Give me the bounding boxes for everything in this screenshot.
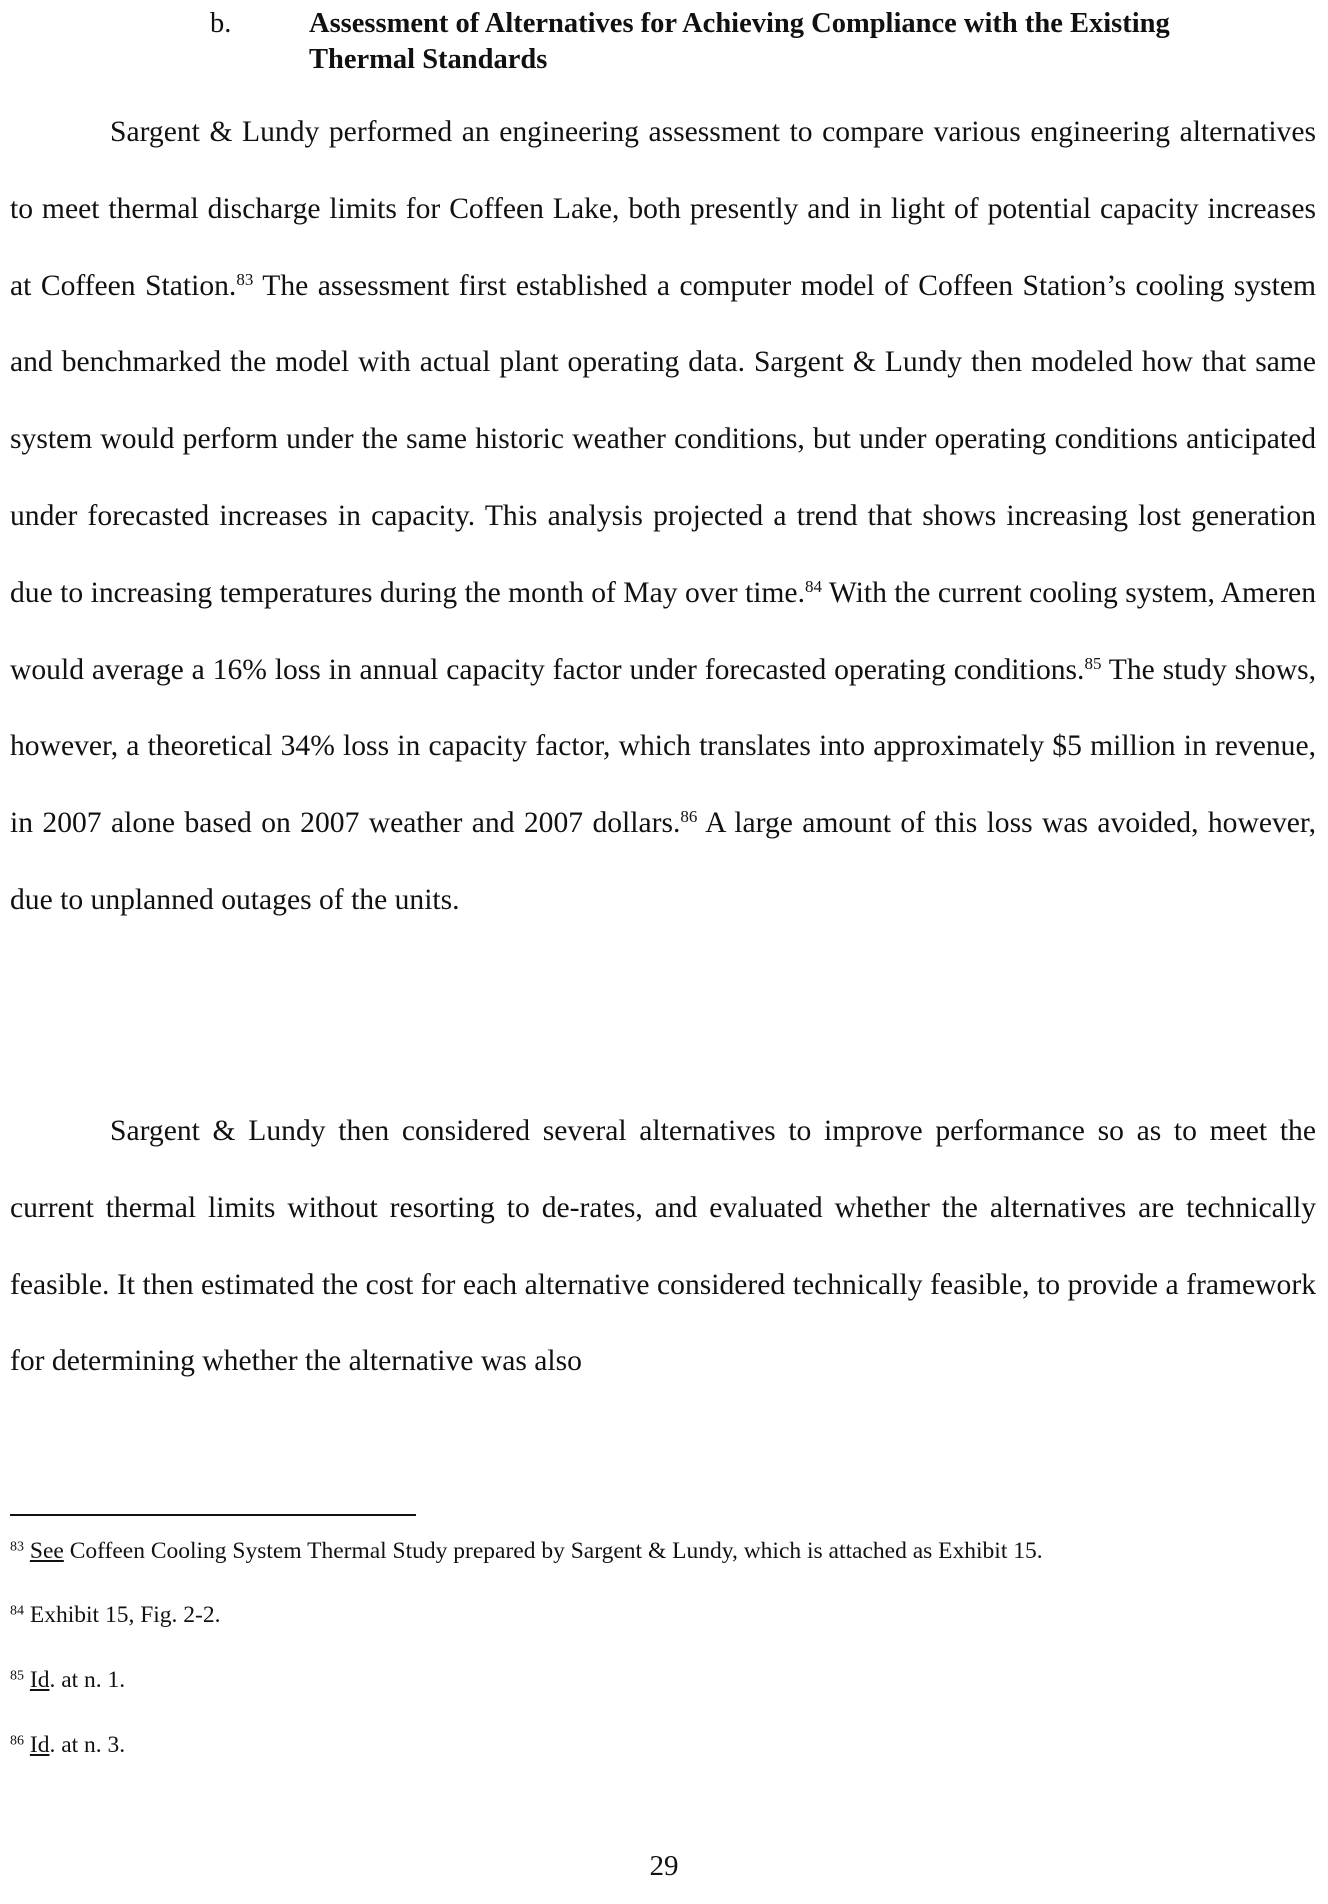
paragraph-text: A large amount of this loss was avoided, however, due to unplanned outages of the units. <box>10 807 1316 916</box>
footnote <box>10 1665 1310 1695</box>
paragraph-text: With the current cooling system, Ameren would average a 16% loss in annual capacity factor under forecasted operating conditions. <box>10 576 1316 686</box>
section-title: Assessment of Alternatives for Achieving Compliance with the Existing Thermal Standards <box>309 8 1170 75</box>
footnote-reference[interactable]: 86 <box>680 806 698 826</box>
footnote-reference[interactable]: 85 <box>1084 653 1102 673</box>
footnote-text: Coffeen Cooling System Thermal Study prepared by Sargent & Lundy, which is attached as Exhibit 15. <box>63 1538 1043 1564</box>
footnote <box>10 1536 1310 1566</box>
body-paragraph <box>10 1093 1316 1400</box>
footnote <box>10 1600 1310 1630</box>
footnote-signal: Id <box>29 1732 50 1758</box>
body-paragraph <box>10 94 1316 939</box>
footnote-number: 84 <box>10 1603 24 1619</box>
page-number: 29 <box>649 1850 679 1882</box>
footnote <box>10 1730 1310 1760</box>
footnote-number: 83 <box>10 1539 24 1555</box>
footnote-number: 85 <box>10 1668 24 1684</box>
footnote-signal: Id <box>29 1667 50 1693</box>
footnote-number: 86 <box>10 1733 24 1749</box>
footnote-reference[interactable]: 83 <box>236 269 254 289</box>
paragraph-text: Sargent & Lundy performed an engineering assessment to compare various engineering alternatives to meet thermal discharge limits for Coffeen Lake, both presently and in light of potential capacity increases at Coffeen Station. <box>10 116 1316 302</box>
paragraph-text: The study shows, however, a theoretical 34% loss in capacity factor, which translates into approximately $5 million in revenue, in 2007 alone based on 2007 weather and 2007 dollars. <box>10 653 1316 840</box>
paragraph-text: The assessment first established a computer model of Coffeen Station’s cooling system and benchmarked the model with actual plant operating data. Sargent & Lundy then modeled how that same system would perform under the same historic weather conditions, but under operating conditions anticipated under forecasted increases in capacity. This analysis projected a trend that shows increasing lost generation due to increasing temperatures during the month of May over time. <box>10 269 1317 609</box>
footnote-text: Exhibit 15, Fig. 2-2. <box>24 1602 221 1628</box>
section-marker: b. <box>210 8 232 39</box>
footnote-reference[interactable]: 84 <box>804 576 822 596</box>
footnote-signal: See <box>29 1538 64 1564</box>
footnote-text: . at n. 3. <box>49 1732 126 1758</box>
footnote-text: . at n. 1. <box>49 1667 126 1693</box>
paragraph-text: Sargent & Lundy then considered several alternatives to improve performance so as to meet the current thermal limits without resorting to de-rates, and evaluated whether the alternatives are technically feasible. It then estimated the cost for each alternative considered technically feasible, to provide a framework for determining whether the alternative was also <box>10 1115 1316 1378</box>
footnote-divider <box>10 1514 416 1516</box>
